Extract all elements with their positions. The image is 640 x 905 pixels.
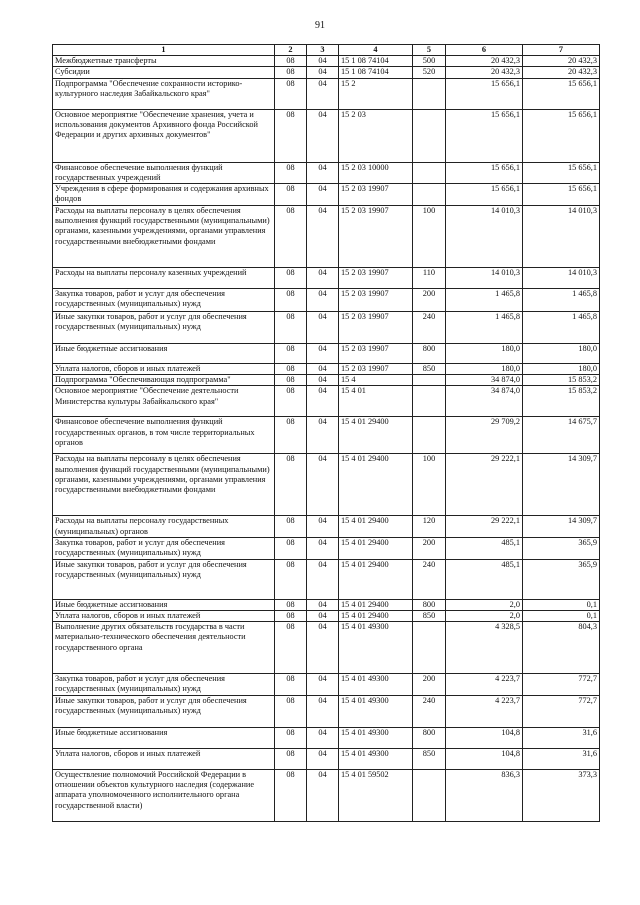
cell-name: Иные бюджетные ассигнования bbox=[53, 727, 275, 748]
cell-v1: 180,0 bbox=[446, 343, 523, 363]
cell-v1: 104,8 bbox=[446, 727, 523, 748]
cell-pr: 04 bbox=[307, 162, 339, 184]
table-row bbox=[53, 727, 600, 748]
table-row bbox=[53, 599, 600, 610]
budget-table bbox=[52, 44, 600, 822]
cell-v2: 20 432,3 bbox=[523, 56, 600, 67]
cell-cs: 15 4 01 49300 bbox=[339, 622, 413, 674]
cell-pr: 04 bbox=[307, 537, 339, 559]
cell-rz: 08 bbox=[275, 695, 307, 727]
cell-name: Финансовое обеспечение выполнения функций государственных учреждений bbox=[53, 162, 275, 184]
cell-name: Иные закупки товаров, работ и услуг для обеспечения государственных (муниципальных) нужд bbox=[53, 559, 275, 599]
cell-v2: 0,1 bbox=[523, 599, 600, 610]
table-row bbox=[53, 695, 600, 727]
cell-vr: 850 bbox=[413, 363, 446, 374]
table-row bbox=[53, 184, 600, 206]
table-row bbox=[53, 375, 600, 386]
cell-rz: 08 bbox=[275, 727, 307, 748]
cell-pr: 04 bbox=[307, 417, 339, 454]
table-row bbox=[53, 622, 600, 674]
cell-name: Иные закупки товаров, работ и услуг для обеспечения государственных (муниципальных) нужд bbox=[53, 695, 275, 727]
cell-rz: 08 bbox=[275, 288, 307, 311]
cell-name: Межбюджетные трансферты bbox=[53, 56, 275, 67]
cell-pr: 04 bbox=[307, 205, 339, 267]
cell-v1: 15 656,1 bbox=[446, 109, 523, 162]
cell-vr: 120 bbox=[413, 516, 446, 538]
cell-v1: 14 010,3 bbox=[446, 205, 523, 267]
cell-vr: 200 bbox=[413, 288, 446, 311]
cell-cs: 15 2 03 19907 bbox=[339, 184, 413, 206]
table-row bbox=[53, 311, 600, 343]
cell-name: Расходы на выплаты персоналу в целях обеспечения выполнения функций государственными (муниципальными) органами, казенными учреждениями, органами управления государственными внебюджетными фондами bbox=[53, 454, 275, 516]
cell-rz: 08 bbox=[275, 78, 307, 109]
cell-v2: 31,6 bbox=[523, 727, 600, 748]
cell-vr: 800 bbox=[413, 599, 446, 610]
cell-vr: 800 bbox=[413, 343, 446, 363]
header-col-1: 1 bbox=[53, 45, 275, 56]
cell-rz: 08 bbox=[275, 674, 307, 696]
cell-v2: 15 853,2 bbox=[523, 375, 600, 386]
cell-pr: 04 bbox=[307, 674, 339, 696]
cell-name: Уплата налогов, сборов и иных платежей bbox=[53, 363, 275, 374]
table-row bbox=[53, 267, 600, 288]
cell-vr: 110 bbox=[413, 267, 446, 288]
cell-pr: 04 bbox=[307, 748, 339, 769]
cell-v1: 14 010,3 bbox=[446, 267, 523, 288]
cell-v1: 2,0 bbox=[446, 610, 523, 621]
cell-v1: 20 432,3 bbox=[446, 67, 523, 78]
table-row bbox=[53, 559, 600, 599]
cell-pr: 04 bbox=[307, 610, 339, 621]
cell-v1: 15 656,1 bbox=[446, 78, 523, 109]
cell-vr bbox=[413, 386, 446, 417]
cell-cs: 15 4 01 29400 bbox=[339, 417, 413, 454]
cell-cs: 15 2 03 19907 bbox=[339, 343, 413, 363]
cell-rz: 08 bbox=[275, 311, 307, 343]
cell-v1: 104,8 bbox=[446, 748, 523, 769]
cell-cs: 15 4 bbox=[339, 375, 413, 386]
cell-pr: 04 bbox=[307, 559, 339, 599]
cell-v1: 4 223,7 bbox=[446, 674, 523, 696]
table-row bbox=[53, 109, 600, 162]
cell-vr: 240 bbox=[413, 311, 446, 343]
cell-rz: 08 bbox=[275, 748, 307, 769]
cell-cs: 15 1 08 74104 bbox=[339, 56, 413, 67]
cell-name: Расходы на выплаты персоналу государственных (муниципальных) органов bbox=[53, 516, 275, 538]
cell-rz: 08 bbox=[275, 205, 307, 267]
cell-cs: 15 2 03 10000 bbox=[339, 162, 413, 184]
cell-rz: 08 bbox=[275, 184, 307, 206]
cell-rz: 08 bbox=[275, 375, 307, 386]
cell-name: Основное мероприятие "Обеспечение хранения, учета и использования документов Архивного фонда Российской Федерации и других архивных документов" bbox=[53, 109, 275, 162]
cell-vr: 200 bbox=[413, 674, 446, 696]
cell-rz: 08 bbox=[275, 769, 307, 821]
cell-v2: 772,7 bbox=[523, 674, 600, 696]
cell-v1: 20 432,3 bbox=[446, 56, 523, 67]
cell-cs: 15 4 01 29400 bbox=[339, 559, 413, 599]
cell-vr: 850 bbox=[413, 610, 446, 621]
cell-rz: 08 bbox=[275, 622, 307, 674]
cell-v1: 34 874,0 bbox=[446, 386, 523, 417]
table-row bbox=[53, 417, 600, 454]
cell-v2: 15 853,2 bbox=[523, 386, 600, 417]
cell-rz: 08 bbox=[275, 363, 307, 374]
table-row bbox=[53, 343, 600, 363]
cell-rz: 08 bbox=[275, 516, 307, 538]
cell-vr: 850 bbox=[413, 748, 446, 769]
cell-v2: 180,0 bbox=[523, 343, 600, 363]
cell-cs: 15 4 01 49300 bbox=[339, 695, 413, 727]
cell-name: Иные закупки товаров, работ и услуг для обеспечения государственных (муниципальных) нужд bbox=[53, 311, 275, 343]
table-row bbox=[53, 386, 600, 417]
table-row bbox=[53, 610, 600, 621]
cell-vr: 520 bbox=[413, 67, 446, 78]
cell-vr: 240 bbox=[413, 695, 446, 727]
cell-v2: 20 432,3 bbox=[523, 67, 600, 78]
table-body bbox=[53, 56, 600, 822]
table-row bbox=[53, 454, 600, 516]
cell-name: Уплата налогов, сборов и иных платежей bbox=[53, 748, 275, 769]
header-row bbox=[53, 45, 600, 56]
cell-pr: 04 bbox=[307, 184, 339, 206]
cell-pr: 04 bbox=[307, 769, 339, 821]
cell-cs: 15 2 03 19907 bbox=[339, 311, 413, 343]
cell-name: Подпрограмма "Обеспечивающая подпрограмма" bbox=[53, 375, 275, 386]
cell-cs: 15 4 01 49300 bbox=[339, 727, 413, 748]
cell-v2: 14 309,7 bbox=[523, 454, 600, 516]
cell-cs: 15 4 01 49300 bbox=[339, 748, 413, 769]
cell-vr: 800 bbox=[413, 727, 446, 748]
cell-pr: 04 bbox=[307, 454, 339, 516]
cell-v2: 15 656,1 bbox=[523, 184, 600, 206]
table-row bbox=[53, 288, 600, 311]
cell-rz: 08 bbox=[275, 162, 307, 184]
cell-name: Выполнение других обязательств государства в части материально-технического обеспечения деятельности государственного органа bbox=[53, 622, 275, 674]
table-row bbox=[53, 363, 600, 374]
cell-v2: 14 010,3 bbox=[523, 205, 600, 267]
cell-cs: 15 2 03 bbox=[339, 109, 413, 162]
cell-name: Подпрограмма "Обеспечение сохранности историко-культурного наследия Забайкальского края" bbox=[53, 78, 275, 109]
cell-cs: 15 1 08 74104 bbox=[339, 67, 413, 78]
cell-name: Основное мероприятие "Обеспечение деятельности Министерства культуры Забайкальского края" bbox=[53, 386, 275, 417]
header-col-4: 4 bbox=[339, 45, 413, 56]
cell-v2: 31,6 bbox=[523, 748, 600, 769]
cell-cs: 15 4 01 29400 bbox=[339, 610, 413, 621]
cell-cs: 15 2 03 19907 bbox=[339, 363, 413, 374]
cell-v2: 14 010,3 bbox=[523, 267, 600, 288]
cell-name: Закупка товаров, работ и услуг для обеспечения государственных (муниципальных) нужд bbox=[53, 674, 275, 696]
cell-cs: 15 2 03 19907 bbox=[339, 267, 413, 288]
cell-v2: 15 656,1 bbox=[523, 162, 600, 184]
cell-v1: 2,0 bbox=[446, 599, 523, 610]
cell-rz: 08 bbox=[275, 343, 307, 363]
cell-rz: 08 bbox=[275, 109, 307, 162]
cell-rz: 08 bbox=[275, 537, 307, 559]
cell-cs: 15 4 01 29400 bbox=[339, 454, 413, 516]
table-row bbox=[53, 67, 600, 78]
page-number: 91 bbox=[315, 20, 325, 31]
cell-v2: 15 656,1 bbox=[523, 78, 600, 109]
cell-cs: 15 4 01 29400 bbox=[339, 599, 413, 610]
cell-cs: 15 4 01 bbox=[339, 386, 413, 417]
cell-name: Субсидии bbox=[53, 67, 275, 78]
cell-v2: 1 465,8 bbox=[523, 311, 600, 343]
cell-v1: 1 465,8 bbox=[446, 288, 523, 311]
table-row bbox=[53, 769, 600, 821]
cell-v2: 804,3 bbox=[523, 622, 600, 674]
cell-rz: 08 bbox=[275, 599, 307, 610]
cell-rz: 08 bbox=[275, 386, 307, 417]
cell-v1: 34 874,0 bbox=[446, 375, 523, 386]
cell-name: Уплата налогов, сборов и иных платежей bbox=[53, 610, 275, 621]
cell-rz: 08 bbox=[275, 267, 307, 288]
cell-v1: 15 656,1 bbox=[446, 184, 523, 206]
cell-v1: 485,1 bbox=[446, 537, 523, 559]
cell-cs: 15 4 01 29400 bbox=[339, 516, 413, 538]
cell-vr bbox=[413, 78, 446, 109]
cell-vr: 240 bbox=[413, 559, 446, 599]
table-header bbox=[53, 45, 600, 56]
cell-vr bbox=[413, 622, 446, 674]
cell-pr: 04 bbox=[307, 386, 339, 417]
cell-cs: 15 4 01 49300 bbox=[339, 674, 413, 696]
cell-rz: 08 bbox=[275, 67, 307, 78]
cell-cs: 15 4 01 29400 bbox=[339, 537, 413, 559]
cell-vr: 200 bbox=[413, 537, 446, 559]
cell-name: Закупка товаров, работ и услуг для обеспечения государственных (муниципальных) нужд bbox=[53, 288, 275, 311]
cell-pr: 04 bbox=[307, 311, 339, 343]
cell-v1: 15 656,1 bbox=[446, 162, 523, 184]
cell-v1: 29 709,2 bbox=[446, 417, 523, 454]
cell-v2: 365,9 bbox=[523, 537, 600, 559]
cell-vr: 500 bbox=[413, 56, 446, 67]
cell-v2: 14 309,7 bbox=[523, 516, 600, 538]
cell-v2: 365,9 bbox=[523, 559, 600, 599]
table-row bbox=[53, 748, 600, 769]
cell-pr: 04 bbox=[307, 363, 339, 374]
cell-cs: 15 2 03 19907 bbox=[339, 205, 413, 267]
cell-vr: 100 bbox=[413, 454, 446, 516]
cell-v1: 836,3 bbox=[446, 769, 523, 821]
table-row bbox=[53, 162, 600, 184]
table-row bbox=[53, 516, 600, 538]
cell-name: Расходы на выплаты персоналу в целях обеспечения выполнения функций государственными (муниципальными) органами, казенными учреждениями, органами управления государственными внебюджетными фондами bbox=[53, 205, 275, 267]
cell-vr bbox=[413, 109, 446, 162]
cell-pr: 04 bbox=[307, 343, 339, 363]
cell-pr: 04 bbox=[307, 599, 339, 610]
cell-cs: 15 4 01 59502 bbox=[339, 769, 413, 821]
cell-vr bbox=[413, 769, 446, 821]
cell-v1: 4 223,7 bbox=[446, 695, 523, 727]
header-col-2: 2 bbox=[275, 45, 307, 56]
cell-vr bbox=[413, 375, 446, 386]
cell-pr: 04 bbox=[307, 727, 339, 748]
cell-rz: 08 bbox=[275, 417, 307, 454]
cell-vr: 100 bbox=[413, 205, 446, 267]
header-col-6: 6 bbox=[446, 45, 523, 56]
table-row bbox=[53, 78, 600, 109]
cell-vr bbox=[413, 417, 446, 454]
cell-pr: 04 bbox=[307, 516, 339, 538]
cell-v1: 29 222,1 bbox=[446, 454, 523, 516]
header-col-5: 5 bbox=[413, 45, 446, 56]
cell-rz: 08 bbox=[275, 454, 307, 516]
cell-v2: 373,3 bbox=[523, 769, 600, 821]
table-row bbox=[53, 674, 600, 696]
cell-name: Закупка товаров, работ и услуг для обеспечения государственных (муниципальных) нужд bbox=[53, 537, 275, 559]
cell-pr: 04 bbox=[307, 375, 339, 386]
cell-rz: 08 bbox=[275, 56, 307, 67]
cell-pr: 04 bbox=[307, 78, 339, 109]
cell-pr: 04 bbox=[307, 695, 339, 727]
cell-v2: 1 465,8 bbox=[523, 288, 600, 311]
cell-v2: 180,0 bbox=[523, 363, 600, 374]
cell-rz: 08 bbox=[275, 610, 307, 621]
cell-vr bbox=[413, 162, 446, 184]
cell-v1: 4 328,5 bbox=[446, 622, 523, 674]
cell-pr: 04 bbox=[307, 67, 339, 78]
cell-v2: 772,7 bbox=[523, 695, 600, 727]
cell-vr bbox=[413, 184, 446, 206]
cell-pr: 04 bbox=[307, 109, 339, 162]
cell-rz: 08 bbox=[275, 559, 307, 599]
cell-name: Осуществление полномочий Российской Федерации в отношении объектов культурного наследия (содержание аппарата уполномоченного исполнительного органа государственной власти) bbox=[53, 769, 275, 821]
cell-pr: 04 bbox=[307, 288, 339, 311]
cell-name: Иные бюджетные ассигнования bbox=[53, 599, 275, 610]
cell-cs: 15 2 bbox=[339, 78, 413, 109]
cell-pr: 04 bbox=[307, 622, 339, 674]
cell-cs: 15 2 03 19907 bbox=[339, 288, 413, 311]
cell-name: Расходы на выплаты персоналу казенных учреждений bbox=[53, 267, 275, 288]
table-row bbox=[53, 56, 600, 67]
cell-name: Учреждения в сфере формирования и содержания архивных фондов bbox=[53, 184, 275, 206]
table-row bbox=[53, 205, 600, 267]
cell-v1: 485,1 bbox=[446, 559, 523, 599]
table-row bbox=[53, 537, 600, 559]
cell-v1: 180,0 bbox=[446, 363, 523, 374]
cell-v2: 14 675,7 bbox=[523, 417, 600, 454]
header-col-7: 7 bbox=[523, 45, 600, 56]
cell-v2: 0,1 bbox=[523, 610, 600, 621]
header-col-3: 3 bbox=[307, 45, 339, 56]
cell-pr: 04 bbox=[307, 267, 339, 288]
cell-name: Иные бюджетные ассигнования bbox=[53, 343, 275, 363]
cell-v2: 15 656,1 bbox=[523, 109, 600, 162]
cell-name: Финансовое обеспечение выполнения функций государственных органов, в том числе территориальных органов bbox=[53, 417, 275, 454]
cell-v1: 1 465,8 bbox=[446, 311, 523, 343]
cell-pr: 04 bbox=[307, 56, 339, 67]
cell-v1: 29 222,1 bbox=[446, 516, 523, 538]
